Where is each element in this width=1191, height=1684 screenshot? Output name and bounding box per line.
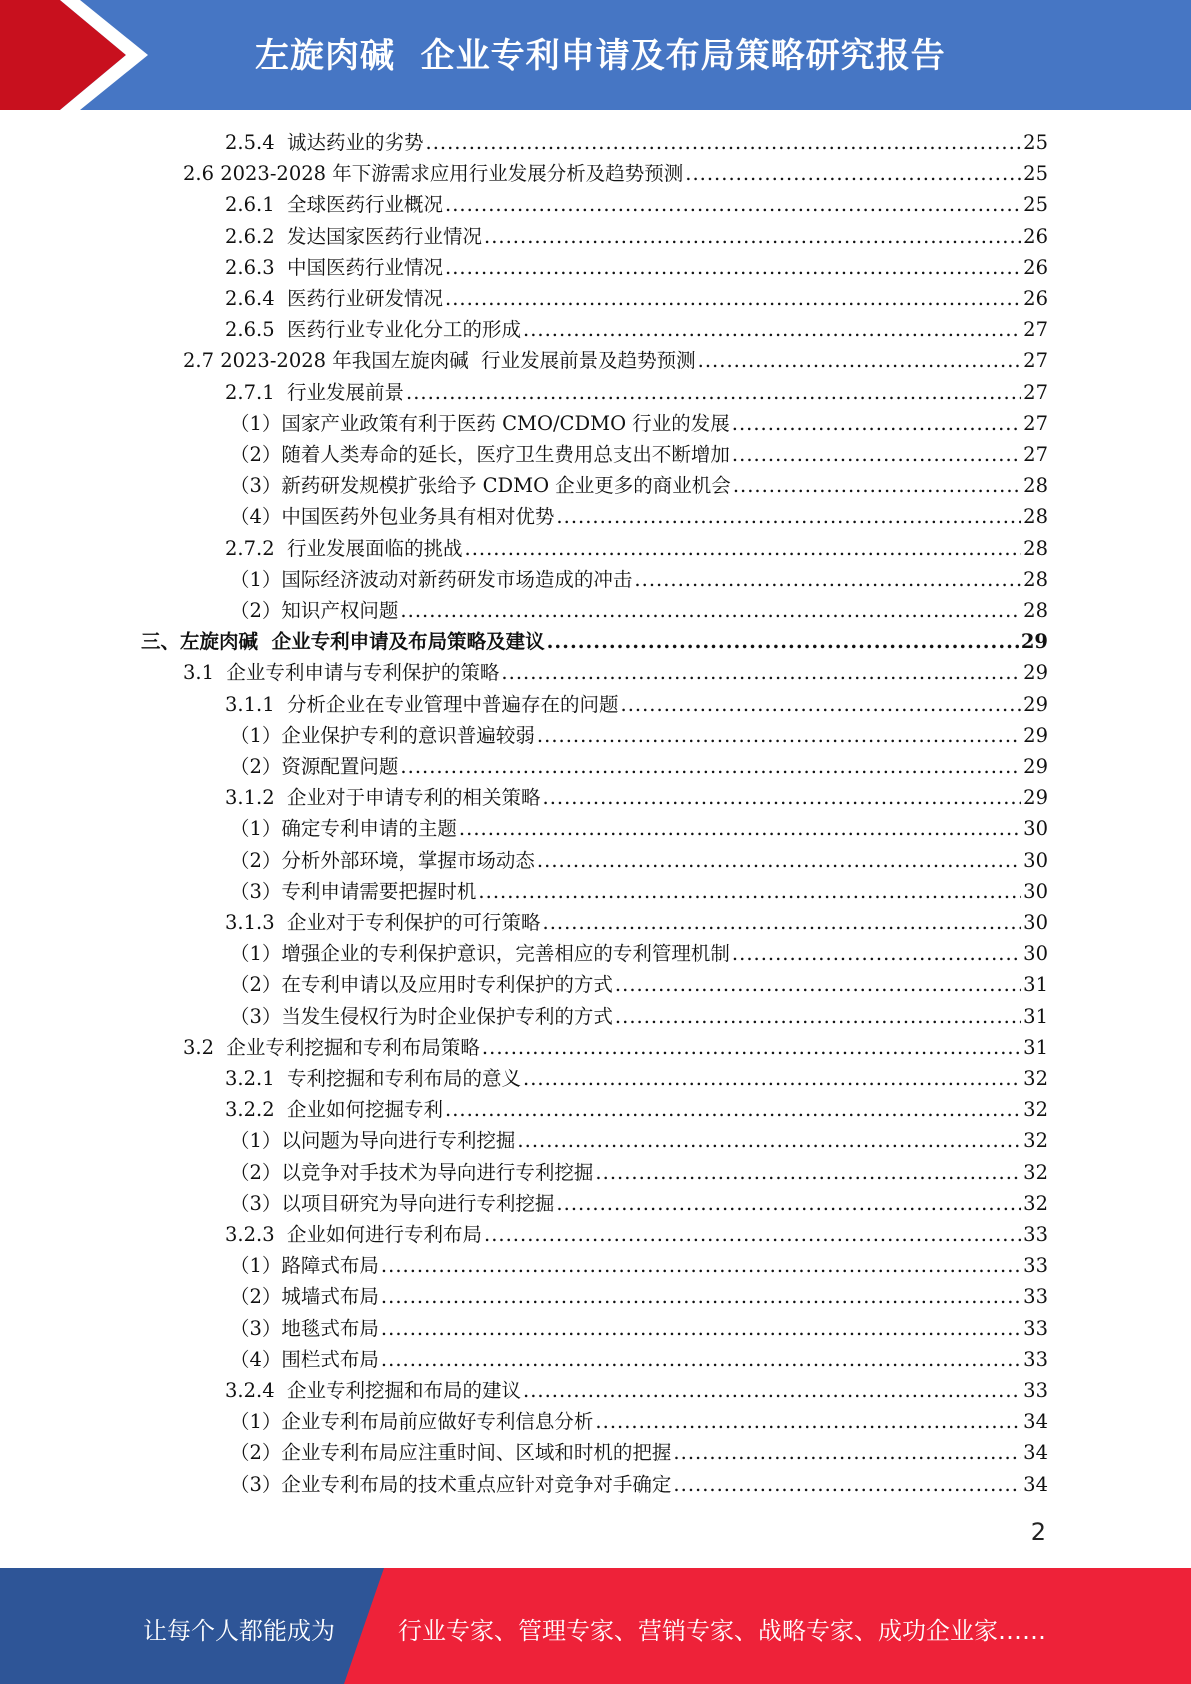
toc-entry-title: （3）新药研发规模扩张给予 CDMO 企业更多的商业机会 <box>230 474 731 498</box>
toc-leader-dots <box>621 689 1022 720</box>
toc-entry-title: （3）企业专利布局的技术重点应针对竞争对手确定 <box>230 1472 672 1496</box>
toc-leader-dots <box>517 1125 1021 1156</box>
toc-entry[interactable] <box>225 377 1048 408</box>
toc-entry-page: 34 <box>1023 1472 1048 1496</box>
toc-entry-title: （2）资源配置问题 <box>230 755 399 778</box>
toc-entry-title: 3.2.1 专利挖掘和专利布局的意义 <box>225 1067 522 1090</box>
toc-entry-page: 27 <box>1023 318 1048 342</box>
toc-entry[interactable] <box>141 626 1048 657</box>
toc-leader-dots <box>732 938 1021 969</box>
toc-entry-page: 30 <box>1023 817 1048 841</box>
toc-entry-title: 3.1.1 分析企业在专业管理中普遍存在的问题 <box>225 692 619 716</box>
toc-entry[interactable] <box>230 1157 1048 1188</box>
toc-entry-page: 25 <box>1023 131 1048 154</box>
toc-entry[interactable] <box>230 938 1048 969</box>
toc-leader-dots <box>445 252 1021 283</box>
toc-entry[interactable] <box>230 1250 1048 1281</box>
toc-entry-title: （1）国家产业政策有利于医药 CMO/CDMO 行业的发展 <box>230 411 730 435</box>
toc-entry[interactable] <box>225 689 1048 720</box>
toc-entry-title: （2）城墙式布局 <box>230 1285 379 1309</box>
toc-entry[interactable] <box>225 1063 1048 1094</box>
toc-entry[interactable] <box>230 470 1048 501</box>
toc-leader-dots <box>547 626 1019 657</box>
toc-leader-dots <box>634 564 1021 595</box>
toc-entry-title: （1）国际经济波动对新药研发市场造成的冲击 <box>230 567 633 591</box>
toc-entry[interactable] <box>230 501 1048 532</box>
toc-entry[interactable] <box>225 1219 1048 1250</box>
toc-leader-dots <box>445 283 1021 314</box>
toc-entry-title: 2.6.1 全球医药行业概况 <box>225 193 444 217</box>
toc-entry-title: （2）分析外部环境，掌握市场动态 <box>230 848 535 872</box>
toc-entry-title: 3.2 企业专利挖掘和专利布局策略 <box>183 1035 480 1059</box>
toc-entry[interactable] <box>230 1406 1048 1437</box>
toc-leader-dots <box>698 345 1022 376</box>
toc-entry[interactable] <box>230 1437 1048 1468</box>
toc-entry-title: 2.7 2023-2028 年我国左旋肉碱 行业发展前景及趋势预测 <box>183 349 696 373</box>
toc-leader-dots <box>400 751 1021 782</box>
toc-entry-page: 33 <box>1023 1223 1048 1246</box>
toc-leader-dots <box>732 439 1021 470</box>
toc-entry-title: （4）围栏式布局 <box>230 1347 379 1371</box>
toc-entry-page: 33 <box>1023 1285 1048 1309</box>
toc-entry-title: 2.6.4 医药行业研发情况 <box>225 287 444 310</box>
toc-entry[interactable] <box>230 969 1048 1000</box>
toc-leader-dots <box>595 1406 1021 1437</box>
toc-entry-page: 28 <box>1023 505 1048 529</box>
toc-entry-page: 27 <box>1023 380 1048 404</box>
toc-entry-page: 31 <box>1023 1004 1048 1028</box>
toc-leader-dots <box>615 1001 1021 1032</box>
toc-entry[interactable] <box>230 439 1048 470</box>
toc-entry-page: 32 <box>1023 1098 1048 1122</box>
toc-leader-dots <box>543 907 1022 938</box>
toc-leader-dots <box>465 533 1022 564</box>
toc-entry-page: 28 <box>1023 567 1048 591</box>
toc-entry-title: （2）企业专利布局应注重时间、区域和时机的把握 <box>230 1441 672 1465</box>
toc-entry-page: 33 <box>1023 1379 1048 1402</box>
toc-leader-dots <box>381 1281 1021 1312</box>
toc-entry-page: 30 <box>1023 848 1048 872</box>
footer-slogan-right: 行业专家、管理专家、营销专家、战略专家、成功企业家…… <box>398 1617 1046 1645</box>
toc-entry-title: 2.6 2023-2028 年下游需求应用行业发展分析及趋势预测 <box>183 162 684 186</box>
toc-entry-page: 33 <box>1023 1254 1048 1278</box>
toc-entry[interactable] <box>225 1375 1048 1406</box>
toc-leader-dots <box>673 1469 1021 1500</box>
toc-entry-title: 3.1.2 企业对于申请专利的相关策略 <box>225 786 541 810</box>
toc-entry-title: （3）专利申请需要把握时机 <box>230 879 477 903</box>
toc-entry-page: 26 <box>1023 224 1048 248</box>
toc-entry-page: 32 <box>1023 1160 1048 1184</box>
toc-entry-title: （2）知识产权问题 <box>230 599 399 622</box>
toc-entry-page: 32 <box>1023 1129 1048 1153</box>
toc-leader-dots <box>406 377 1021 408</box>
toc-entry[interactable] <box>230 1344 1048 1375</box>
toc-entry-title: 2.5.4 诚达药业的劣势 <box>225 131 424 154</box>
toc-entry-title: 三、左旋肉碱 企业专利申请及布局策略及建议 <box>141 630 545 654</box>
toc-entry[interactable] <box>183 158 1048 189</box>
toc-leader-dots <box>523 314 1021 345</box>
toc-entry-page: 28 <box>1023 474 1048 498</box>
toc-entry-page: 26 <box>1023 255 1048 279</box>
toc-leader-dots <box>595 1157 1021 1188</box>
toc-entry-title: 3.2.4 企业专利挖掘和布局的建议 <box>225 1379 522 1402</box>
toc-entry[interactable] <box>225 533 1048 564</box>
toc-entry-title: （1）以问题为导向进行专利挖掘 <box>230 1129 516 1153</box>
toc-entry-page: 32 <box>1023 1191 1048 1215</box>
toc-entry[interactable] <box>225 314 1048 345</box>
toc-entry-title: （1）企业保护专利的意识普遍较弱 <box>230 723 535 747</box>
toc-leader-dots <box>445 189 1021 220</box>
toc-entry-title: 2.7.2 行业发展面临的挑战 <box>225 536 463 560</box>
toc-leader-dots <box>381 1313 1021 1344</box>
toc-entry-page: 31 <box>1023 973 1048 997</box>
toc-leader-dots <box>733 470 1021 501</box>
toc-entry-title: 3.2.2 企业如何挖掘专利 <box>225 1098 444 1122</box>
toc-entry-page: 33 <box>1023 1316 1048 1340</box>
toc-entry[interactable] <box>183 1032 1048 1063</box>
report-title: 左旋肉碱 企业专利申请及布局策略研究报告 <box>255 36 946 76</box>
page-footer <box>0 1568 1191 1684</box>
toc-entry-title: （1）增强企业的专利保护意识，完善相应的专利管理机制 <box>230 942 730 966</box>
toc-leader-dots <box>478 876 1021 907</box>
toc-leader-dots <box>537 720 1021 751</box>
toc-entry-title: （4）中国医药外包业务具有相对优势 <box>230 505 555 529</box>
toc-entry[interactable] <box>183 657 1048 688</box>
toc-entry-title: （3）当发生侵权行为时企业保护专利的方式 <box>230 1004 613 1028</box>
footer-slogan-left: 让每个人都能成为 <box>143 1617 335 1645</box>
toc-entry-title: 3.2.3 企业如何进行专利布局 <box>225 1223 483 1246</box>
toc-entry-page: 34 <box>1023 1441 1048 1465</box>
toc-leader-dots <box>484 1219 1021 1250</box>
toc-leader-dots <box>501 657 1021 688</box>
toc-leader-dots <box>381 1250 1021 1281</box>
toc-leader-dots <box>615 969 1021 1000</box>
toc-entry[interactable] <box>230 564 1048 595</box>
toc-leader-dots <box>523 1063 1021 1094</box>
toc-entry-page: 30 <box>1023 942 1048 966</box>
toc-entry-page: 29 <box>1020 630 1048 654</box>
toc-entry-title: （1）确定专利申请的主题 <box>230 817 457 841</box>
toc-entry[interactable] <box>230 1001 1048 1032</box>
toc-entry[interactable] <box>230 1125 1048 1156</box>
page-header <box>0 0 1191 110</box>
page-number: 2 <box>1030 1518 1046 1546</box>
toc-entry-title: （2）在专利申请以及应用时专利保护的方式 <box>230 973 613 997</box>
toc-entry[interactable] <box>225 907 1048 938</box>
toc-entry-title: 2.6.2 发达国家医药行业情况 <box>225 224 483 248</box>
toc-entry[interactable] <box>230 1188 1048 1219</box>
toc-entry-page: 32 <box>1023 1067 1048 1090</box>
toc-entry-page: 29 <box>1023 723 1048 747</box>
toc-entry[interactable] <box>225 1094 1048 1125</box>
toc-leader-dots <box>556 1188 1021 1219</box>
toc-entry-title: （1）路障式布局 <box>230 1254 379 1278</box>
toc-leader-dots <box>400 595 1021 626</box>
toc-entry-title: 2.7.1 行业发展前景 <box>225 380 405 404</box>
toc-entry[interactable] <box>183 345 1048 376</box>
toc-entry-title: （2）以竞争对手技术为导向进行专利挖掘 <box>230 1160 594 1184</box>
toc-entry[interactable] <box>230 1313 1048 1344</box>
toc-entry-page: 28 <box>1023 536 1048 560</box>
toc-entry[interactable] <box>225 189 1048 220</box>
header-arrow-decoration <box>0 0 200 110</box>
toc-entry-page: 25 <box>1023 162 1048 186</box>
toc-leader-dots <box>484 221 1021 252</box>
toc-leader-dots <box>445 1094 1021 1125</box>
toc-entry-title: 3.1.3 企业对于专利保护的可行策略 <box>225 911 541 934</box>
toc-entry-page: 29 <box>1023 661 1048 685</box>
toc-entry-page: 30 <box>1023 911 1048 934</box>
toc-entry[interactable] <box>225 127 1048 158</box>
toc-entry-page: 29 <box>1023 786 1048 810</box>
toc-entry-title: 2.6.3 中国医药行业情况 <box>225 255 444 279</box>
toc-entry[interactable] <box>230 845 1048 876</box>
toc-leader-dots <box>381 1344 1021 1375</box>
toc-entry-page: 31 <box>1023 1035 1048 1059</box>
toc-entry-page: 34 <box>1023 1410 1048 1434</box>
toc-leader-dots <box>537 845 1021 876</box>
toc-entry[interactable] <box>225 283 1048 314</box>
toc-entry[interactable] <box>230 720 1048 751</box>
toc-entry[interactable] <box>225 221 1048 252</box>
toc-leader-dots <box>426 127 1022 158</box>
toc-leader-dots <box>556 501 1021 532</box>
toc-entry-page: 29 <box>1023 755 1048 778</box>
toc-entry[interactable] <box>225 252 1048 283</box>
toc-entry-page: 27 <box>1023 443 1048 466</box>
toc-leader-dots <box>732 408 1021 439</box>
toc-leader-dots <box>482 1032 1021 1063</box>
toc-entry[interactable] <box>230 813 1048 844</box>
toc-entry-page: 30 <box>1023 879 1048 903</box>
toc-entry[interactable] <box>230 408 1048 439</box>
toc-leader-dots <box>685 158 1021 189</box>
toc-entry-page: 25 <box>1023 193 1048 217</box>
toc-entry[interactable] <box>225 782 1048 813</box>
toc-entry[interactable] <box>230 1469 1048 1500</box>
toc-entry[interactable] <box>230 751 1048 782</box>
toc-entry-page: 33 <box>1023 1347 1048 1371</box>
toc-entry[interactable] <box>230 876 1048 907</box>
toc-leader-dots <box>523 1375 1021 1406</box>
toc-leader-dots <box>459 813 1021 844</box>
toc-leader-dots <box>543 782 1022 813</box>
toc-entry-page: 26 <box>1023 287 1048 310</box>
toc-leader-dots <box>673 1437 1021 1468</box>
toc-entry-title: （3）地毯式布局 <box>230 1316 379 1340</box>
toc-entry-title: 3.1 企业专利申请与专利保护的策略 <box>183 661 500 685</box>
toc-entry[interactable] <box>230 1281 1048 1312</box>
toc-entry-title: （2）随着人类寿命的延长，医疗卫生费用总支出不断增加 <box>230 443 730 466</box>
toc-entry-title: （1）企业专利布局前应做好专利信息分析 <box>230 1410 594 1434</box>
toc-entry[interactable] <box>230 595 1048 626</box>
toc-entry-page: 28 <box>1023 599 1048 622</box>
toc-entry-page: 27 <box>1023 411 1048 435</box>
toc-entry-page: 27 <box>1023 349 1048 373</box>
toc-entry-title: （3）以项目研究为导向进行专利挖掘 <box>230 1191 555 1215</box>
toc-entry-page: 29 <box>1023 692 1048 716</box>
toc-entry-title: 2.6.5 医药行业专业化分工的形成 <box>225 318 522 342</box>
